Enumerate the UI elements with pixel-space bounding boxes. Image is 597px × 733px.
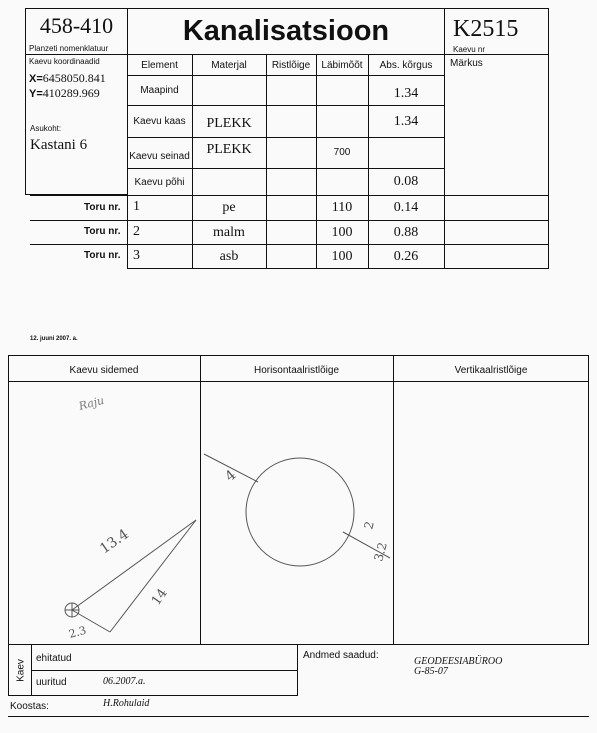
x-value: 6458050.841	[42, 71, 106, 85]
footer-bottom-line	[8, 716, 589, 717]
footer-row-divider	[32, 695, 297, 696]
y-coordinate	[29, 86, 100, 101]
pipe-no-2: 2	[133, 224, 140, 239]
row-material-walls: PLEKK	[206, 142, 252, 157]
y-prefix: Y=	[29, 88, 43, 100]
ties-sketch	[8, 382, 200, 644]
well-number-box	[444, 8, 549, 55]
pipe-diameter-2: 100	[331, 224, 353, 240]
well-circle	[246, 458, 354, 566]
nomenclature-value: 458-410	[39, 13, 114, 38]
col-divider	[266, 54, 267, 269]
data-source-label: Andmed saadud:	[303, 650, 379, 661]
nomenclature-box	[25, 8, 128, 55]
row-divider	[30, 195, 549, 196]
row-element-lid: Kaevu kaas	[133, 116, 186, 127]
pipe-diameter-1: 110	[331, 200, 353, 215]
coordinates-box	[25, 54, 128, 195]
drawings-col-divider	[393, 355, 394, 645]
data-source-value-2: G-85-07	[414, 666, 448, 677]
pipe-label-1: Toru nr.	[84, 202, 121, 213]
row-material-lid: PLEKK	[206, 115, 252, 131]
ties-note-small: 2.3	[67, 623, 88, 641]
pipe-label-2: Toru nr.	[84, 226, 121, 237]
pipe-material-2: malm	[213, 224, 245, 240]
updated-label: uuritud	[36, 677, 67, 688]
tie-line-long	[72, 520, 196, 610]
y-value: 410289.969	[42, 86, 100, 100]
row-diameter-walls: 700	[333, 146, 351, 158]
ties-note-top: Raju	[77, 393, 106, 413]
hz-note-right-b: 3.2	[371, 540, 390, 563]
pipe-height-3: 0.26	[393, 248, 419, 264]
date-note: 12. juuni 2007. a.	[30, 336, 78, 342]
pipe-no-1: 1	[133, 199, 140, 214]
row-height-lid: 1.34	[393, 113, 419, 129]
pipe-label-3: Toru nr.	[84, 250, 121, 261]
nomenclature-label: Planzeti nomenklatuur	[29, 44, 109, 53]
col-header-section: Ristlõige	[271, 59, 311, 71]
row-divider	[30, 244, 549, 245]
author-label: Koostas:	[10, 701, 49, 712]
row-divider	[127, 268, 549, 269]
data-source-value-1: GEODEESIABÜROO	[414, 656, 503, 667]
well-label-box	[8, 644, 32, 696]
row-divider	[127, 137, 444, 138]
row-divider	[30, 220, 549, 221]
col-header-element: Element	[141, 59, 178, 71]
address-label: Asukoht:	[30, 124, 62, 133]
col-header-height: Abs. kõrgus	[379, 59, 433, 71]
address-value: Kastani 6	[30, 137, 88, 153]
well-number-label: Kaevu nr	[453, 45, 486, 54]
built-label: ehitatud	[36, 653, 72, 664]
row-element-ground: Maapind	[140, 85, 179, 96]
pipe-no-3: 3	[133, 248, 140, 263]
updated-value: 06.2007.a.	[103, 676, 146, 687]
coordinates-label: Kaevu koordinaadid	[29, 57, 100, 66]
ties-note-side: 14	[148, 586, 171, 609]
vertical-title: Vertikaalristlõige	[454, 364, 528, 376]
col-header-material: Materjal	[211, 59, 247, 71]
title-box	[127, 8, 445, 55]
horizontal-sketch	[200, 382, 393, 644]
footer-col-divider	[297, 644, 298, 696]
page-title: Kanalisatsioon	[182, 15, 390, 47]
hz-note-left: 4	[222, 467, 240, 486]
author-value: H.Rohulaid	[103, 698, 150, 709]
col-divider	[444, 54, 445, 269]
ties-note-long: 13.4	[97, 526, 132, 558]
footer-row-divider	[32, 670, 297, 671]
well-label: Kaev	[15, 659, 27, 682]
well-number-value: K2515	[453, 16, 519, 42]
row-height-ground: 1.34	[393, 85, 419, 101]
col-header-remarks: Märkus	[450, 58, 483, 69]
col-header-diameter: Läbimõõt	[321, 59, 363, 71]
pipe-height-1: 0.14	[393, 200, 419, 215]
pipe-material-3: asb	[219, 248, 239, 264]
x-coordinate	[29, 71, 106, 86]
pipe-height-2: 0.88	[393, 224, 419, 240]
x-prefix: X=	[29, 73, 43, 85]
ties-title: Kaevu sidemed	[69, 364, 139, 376]
row-element-walls: Kaevu seinad	[129, 150, 190, 162]
pipe-material-1: pe	[222, 200, 236, 215]
row-height-bottom: 0.08	[393, 174, 419, 189]
pipe-diameter-3: 100	[331, 248, 353, 264]
row-element-bottom: Kaevu põhi	[134, 176, 185, 188]
horizontal-title: Horisontaalristlõige	[253, 364, 340, 376]
hz-note-right-a: 2	[361, 519, 377, 531]
